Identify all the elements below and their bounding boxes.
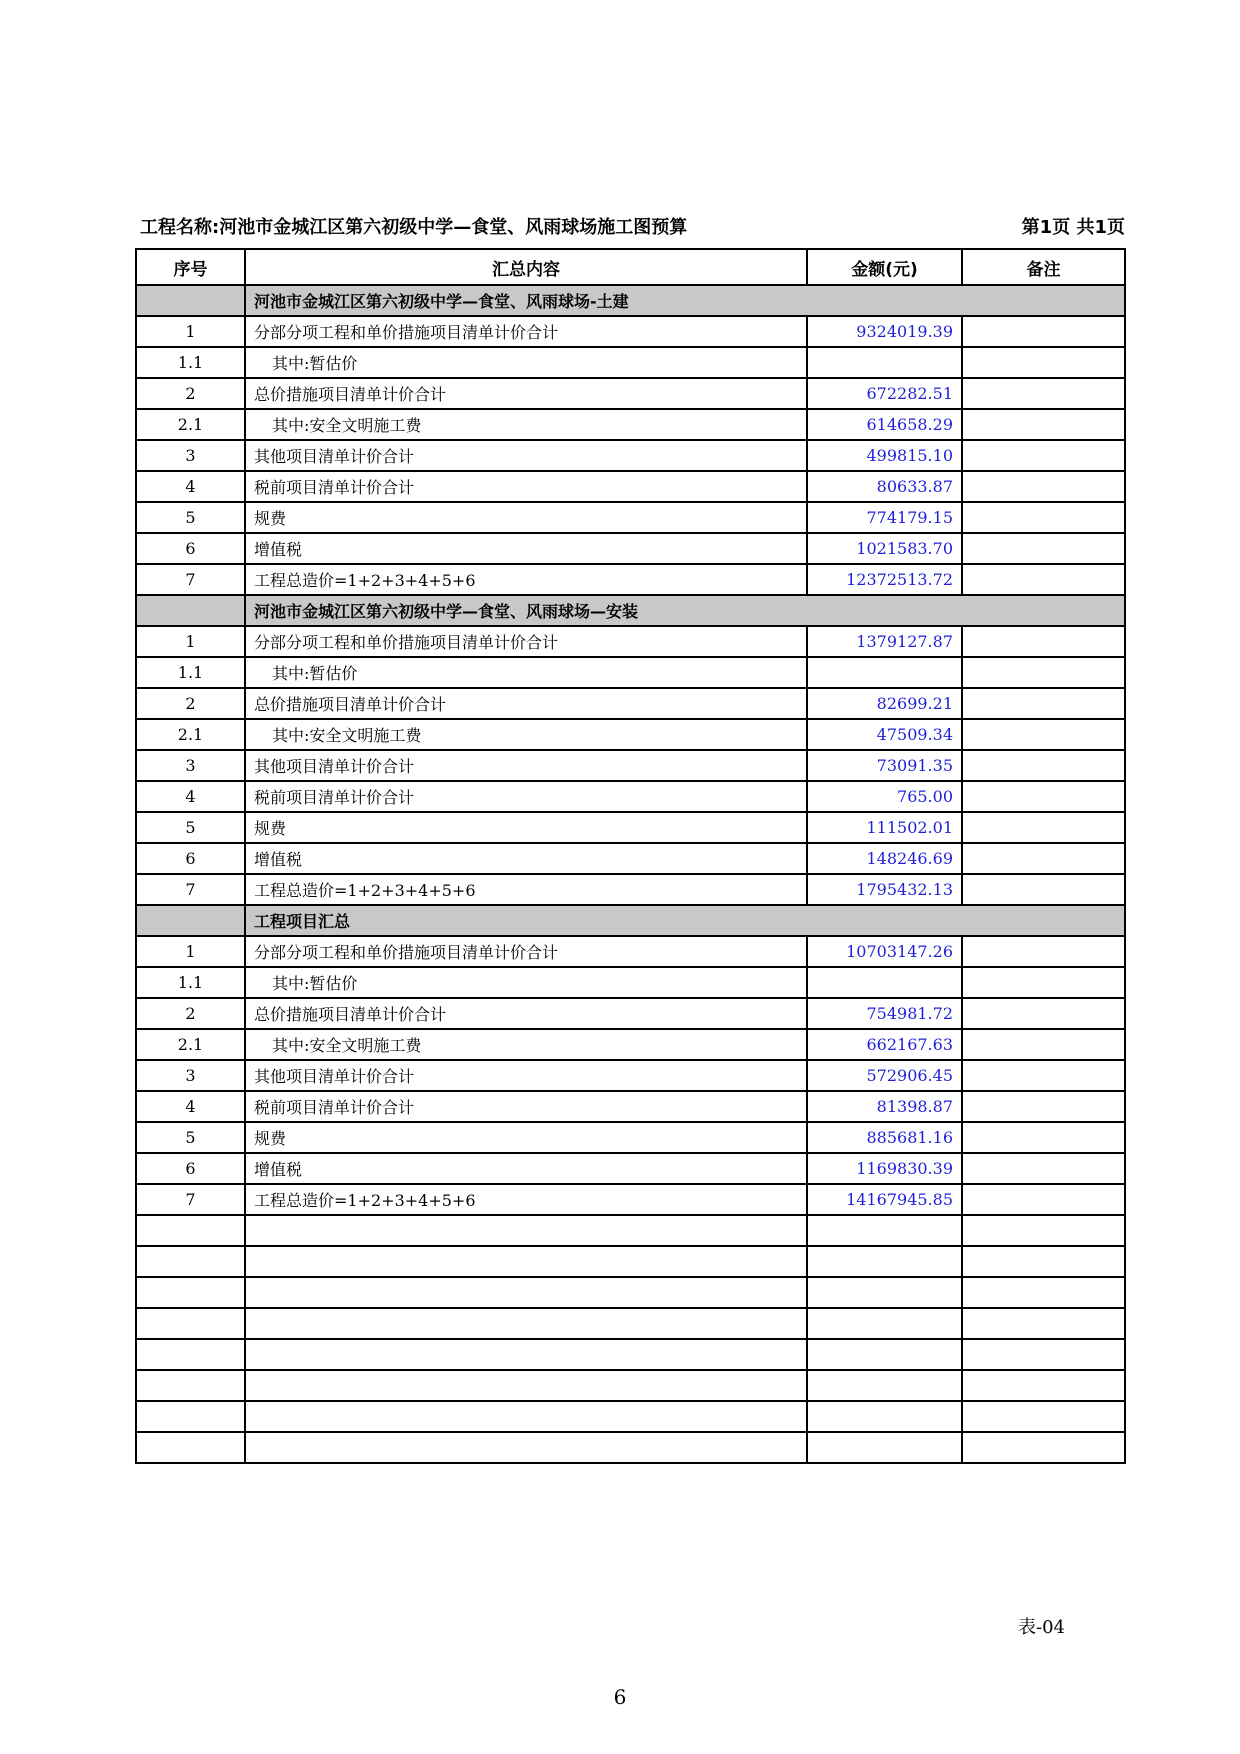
table-row xyxy=(136,626,1125,657)
row-content: 增值税 xyxy=(254,850,303,869)
empty-cell xyxy=(962,1277,1125,1308)
row-amount: 754981.72 xyxy=(807,998,962,1029)
row-amount: 47509.34 xyxy=(807,719,962,750)
section-no-cell xyxy=(136,285,245,316)
row-content: 增值税 xyxy=(254,540,303,559)
row-number: 6 xyxy=(136,533,245,564)
row-number: 7 xyxy=(136,1184,245,1215)
row-content: 其中:安全文明施工费 xyxy=(272,726,422,745)
row-content: 其中:暂估价 xyxy=(272,974,358,993)
table-row xyxy=(136,719,1125,750)
empty-row xyxy=(136,1215,1125,1246)
row-content-cell xyxy=(245,378,807,409)
row-number: 7 xyxy=(136,874,245,905)
row-content-cell xyxy=(245,812,807,843)
table-row xyxy=(136,1153,1125,1184)
row-content-cell xyxy=(245,471,807,502)
row-amount xyxy=(807,347,962,378)
form-code: 表-04 xyxy=(1018,1617,1065,1638)
row-content: 其中:暂估价 xyxy=(272,664,358,683)
empty-cell xyxy=(136,1308,245,1339)
table-row xyxy=(136,1029,1125,1060)
row-number: 1.1 xyxy=(136,347,245,378)
row-note xyxy=(962,998,1125,1029)
row-note xyxy=(962,564,1125,595)
row-content: 税前项目清单计价合计 xyxy=(254,788,415,807)
table-row xyxy=(136,347,1125,378)
row-number: 2.1 xyxy=(136,1029,245,1060)
row-amount: 12372513.72 xyxy=(807,564,962,595)
empty-cell xyxy=(962,1215,1125,1246)
row-content-cell xyxy=(245,936,807,967)
empty-cell xyxy=(962,1370,1125,1401)
row-content-cell xyxy=(245,1122,807,1153)
row-note xyxy=(962,378,1125,409)
row-number: 6 xyxy=(136,843,245,874)
empty-cell xyxy=(245,1432,807,1463)
row-note xyxy=(962,781,1125,812)
empty-cell xyxy=(136,1432,245,1463)
table-row xyxy=(136,1091,1125,1122)
row-content: 工程总造价=1+2+3+4+5+6 xyxy=(254,571,476,590)
empty-cell xyxy=(807,1215,962,1246)
table-row xyxy=(136,1060,1125,1091)
table-row xyxy=(136,440,1125,471)
row-amount: 148246.69 xyxy=(807,843,962,874)
empty-cell xyxy=(245,1370,807,1401)
empty-cell xyxy=(245,1277,807,1308)
section-blank-cell xyxy=(807,595,1125,626)
row-amount: 1021583.70 xyxy=(807,533,962,564)
row-note xyxy=(962,409,1125,440)
row-content-cell xyxy=(245,843,807,874)
row-content-cell xyxy=(245,688,807,719)
row-content-cell xyxy=(245,440,807,471)
empty-cell xyxy=(962,1401,1125,1432)
col-header-amount: 金额(元) xyxy=(807,249,962,285)
row-number: 1 xyxy=(136,936,245,967)
row-note xyxy=(962,1184,1125,1215)
row-amount: 662167.63 xyxy=(807,1029,962,1060)
empty-cell xyxy=(807,1277,962,1308)
col-header-no: 序号 xyxy=(136,249,245,285)
row-amount xyxy=(807,967,962,998)
row-content-cell xyxy=(245,1184,807,1215)
row-content: 总价措施项目清单计价合计 xyxy=(254,385,447,404)
row-number: 3 xyxy=(136,1060,245,1091)
row-note xyxy=(962,843,1125,874)
row-note xyxy=(962,626,1125,657)
row-content-cell xyxy=(245,564,807,595)
table-row xyxy=(136,936,1125,967)
row-note xyxy=(962,967,1125,998)
row-note xyxy=(962,1153,1125,1184)
row-content: 其中:安全文明施工费 xyxy=(272,416,422,435)
row-content-cell xyxy=(245,1153,807,1184)
section-no-cell xyxy=(136,595,245,626)
table-body xyxy=(136,285,1125,1463)
empty-cell xyxy=(136,1401,245,1432)
row-content-cell xyxy=(245,657,807,688)
empty-cell xyxy=(962,1308,1125,1339)
table-header-row xyxy=(136,249,1125,285)
section-blank-cell xyxy=(807,905,1125,936)
empty-cell xyxy=(136,1370,245,1401)
row-content: 规费 xyxy=(254,509,287,528)
row-amount: 614658.29 xyxy=(807,409,962,440)
row-content: 其中:安全文明施工费 xyxy=(272,1036,422,1055)
table-row xyxy=(136,967,1125,998)
row-content: 其他项目清单计价合计 xyxy=(254,447,415,466)
section-title: 河池市金城江区第六初级中学—食堂、风雨球场—安装 xyxy=(245,595,807,626)
row-content-cell xyxy=(245,533,807,564)
page-number: 6 xyxy=(613,1685,627,1709)
row-amount: 9324019.39 xyxy=(807,316,962,347)
row-amount: 774179.15 xyxy=(807,502,962,533)
row-note xyxy=(962,471,1125,502)
row-content-cell xyxy=(245,874,807,905)
row-content: 规费 xyxy=(254,1129,287,1148)
row-amount: 499815.10 xyxy=(807,440,962,471)
empty-cell xyxy=(245,1215,807,1246)
row-amount: 1169830.39 xyxy=(807,1153,962,1184)
empty-row xyxy=(136,1339,1125,1370)
table-row xyxy=(136,409,1125,440)
row-content-cell xyxy=(245,316,807,347)
row-note xyxy=(962,533,1125,564)
row-content-cell xyxy=(245,781,807,812)
empty-cell xyxy=(245,1339,807,1370)
empty-cell xyxy=(807,1246,962,1277)
section-header-row xyxy=(136,595,1125,626)
row-number: 5 xyxy=(136,1122,245,1153)
row-content: 其他项目清单计价合计 xyxy=(254,1067,415,1086)
row-number: 3 xyxy=(136,440,245,471)
row-content-cell xyxy=(245,347,807,378)
empty-cell xyxy=(962,1246,1125,1277)
row-content: 工程总造价=1+2+3+4+5+6 xyxy=(254,1191,476,1210)
row-amount: 1379127.87 xyxy=(807,626,962,657)
empty-row xyxy=(136,1432,1125,1463)
table-row xyxy=(136,750,1125,781)
col-header-content: 汇总内容 xyxy=(245,249,807,285)
table-row xyxy=(136,998,1125,1029)
row-number: 5 xyxy=(136,812,245,843)
row-note xyxy=(962,440,1125,471)
empty-cell xyxy=(136,1339,245,1370)
row-amount: 672282.51 xyxy=(807,378,962,409)
section-header-row xyxy=(136,285,1125,316)
row-content-cell xyxy=(245,1091,807,1122)
empty-cell xyxy=(962,1432,1125,1463)
row-amount: 1795432.13 xyxy=(807,874,962,905)
table-row xyxy=(136,874,1125,905)
table-row xyxy=(136,471,1125,502)
empty-row xyxy=(136,1277,1125,1308)
table-row xyxy=(136,1122,1125,1153)
empty-row xyxy=(136,1370,1125,1401)
row-note xyxy=(962,1091,1125,1122)
row-content: 增值税 xyxy=(254,1160,303,1179)
row-note xyxy=(962,688,1125,719)
row-amount: 572906.45 xyxy=(807,1060,962,1091)
row-number: 2.1 xyxy=(136,409,245,440)
row-amount: 765.00 xyxy=(807,781,962,812)
row-number: 5 xyxy=(136,502,245,533)
empty-cell xyxy=(245,1246,807,1277)
row-note xyxy=(962,316,1125,347)
table-row xyxy=(136,378,1125,409)
row-content-cell xyxy=(245,409,807,440)
row-number: 1 xyxy=(136,316,245,347)
row-amount: 111502.01 xyxy=(807,812,962,843)
row-number: 2 xyxy=(136,688,245,719)
row-number: 6 xyxy=(136,1153,245,1184)
row-content: 税前项目清单计价合计 xyxy=(254,1098,415,1117)
table-row xyxy=(136,688,1125,719)
col-header-note: 备注 xyxy=(962,249,1125,285)
row-note xyxy=(962,874,1125,905)
table-row xyxy=(136,1184,1125,1215)
project-name: 工程名称:河池市金城江区第六初级中学—食堂、风雨球场施工图预算 xyxy=(140,217,688,238)
table-row xyxy=(136,564,1125,595)
row-note xyxy=(962,657,1125,688)
row-note xyxy=(962,812,1125,843)
empty-cell xyxy=(136,1277,245,1308)
row-amount: 885681.16 xyxy=(807,1122,962,1153)
row-content-cell xyxy=(245,719,807,750)
empty-cell xyxy=(807,1370,962,1401)
empty-cell xyxy=(245,1308,807,1339)
row-note xyxy=(962,502,1125,533)
row-note xyxy=(962,750,1125,781)
section-blank-cell xyxy=(807,285,1125,316)
table-row xyxy=(136,781,1125,812)
row-number: 7 xyxy=(136,564,245,595)
row-content-cell xyxy=(245,1060,807,1091)
table-row xyxy=(136,843,1125,874)
table-row xyxy=(136,657,1125,688)
row-amount: 80633.87 xyxy=(807,471,962,502)
row-amount: 14167945.85 xyxy=(807,1184,962,1215)
empty-cell xyxy=(807,1339,962,1370)
empty-cell xyxy=(807,1401,962,1432)
row-note xyxy=(962,936,1125,967)
row-number: 4 xyxy=(136,1091,245,1122)
summary-table xyxy=(135,248,1126,1464)
table-row xyxy=(136,812,1125,843)
table-row xyxy=(136,533,1125,564)
empty-cell xyxy=(962,1339,1125,1370)
row-note xyxy=(962,1029,1125,1060)
document-header xyxy=(140,213,1125,243)
row-content-cell xyxy=(245,1029,807,1060)
row-note xyxy=(962,347,1125,378)
empty-cell xyxy=(807,1432,962,1463)
row-number: 2 xyxy=(136,378,245,409)
row-content: 其中:暂估价 xyxy=(272,354,358,373)
empty-cell xyxy=(136,1246,245,1277)
section-title: 工程项目汇总 xyxy=(245,905,807,936)
row-amount: 10703147.26 xyxy=(807,936,962,967)
row-number: 4 xyxy=(136,471,245,502)
row-content: 规费 xyxy=(254,819,287,838)
section-no-cell xyxy=(136,905,245,936)
row-note xyxy=(962,1122,1125,1153)
row-content-cell xyxy=(245,626,807,657)
table-row xyxy=(136,316,1125,347)
row-content: 总价措施项目清单计价合计 xyxy=(254,1005,447,1024)
row-number: 4 xyxy=(136,781,245,812)
row-number: 2 xyxy=(136,998,245,1029)
empty-row xyxy=(136,1308,1125,1339)
row-amount: 73091.35 xyxy=(807,750,962,781)
row-amount xyxy=(807,657,962,688)
row-content-cell xyxy=(245,967,807,998)
row-content: 分部分项工程和单价措施项目清单计价合计 xyxy=(254,943,559,962)
row-note xyxy=(962,1060,1125,1091)
row-number: 1 xyxy=(136,626,245,657)
section-title: 河池市金城江区第六初级中学—食堂、风雨球场-土建 xyxy=(245,285,807,316)
row-amount: 81398.87 xyxy=(807,1091,962,1122)
row-content: 分部分项工程和单价措施项目清单计价合计 xyxy=(254,633,559,652)
row-number: 1.1 xyxy=(136,657,245,688)
row-number: 1.1 xyxy=(136,967,245,998)
page-info: 第1页 共1页 xyxy=(1021,217,1125,238)
row-content: 分部分项工程和单价措施项目清单计价合计 xyxy=(254,323,559,342)
empty-cell xyxy=(136,1215,245,1246)
row-number: 2.1 xyxy=(136,719,245,750)
row-content-cell xyxy=(245,502,807,533)
empty-row xyxy=(136,1246,1125,1277)
table-row xyxy=(136,502,1125,533)
row-content: 其他项目清单计价合计 xyxy=(254,757,415,776)
empty-cell xyxy=(807,1308,962,1339)
row-amount: 82699.21 xyxy=(807,688,962,719)
empty-cell xyxy=(245,1401,807,1432)
row-content: 工程总造价=1+2+3+4+5+6 xyxy=(254,881,476,900)
row-content: 总价措施项目清单计价合计 xyxy=(254,695,447,714)
row-number: 3 xyxy=(136,750,245,781)
row-note xyxy=(962,719,1125,750)
section-header-row xyxy=(136,905,1125,936)
empty-row xyxy=(136,1401,1125,1432)
row-content-cell xyxy=(245,750,807,781)
row-content-cell xyxy=(245,998,807,1029)
row-content: 税前项目清单计价合计 xyxy=(254,478,415,497)
